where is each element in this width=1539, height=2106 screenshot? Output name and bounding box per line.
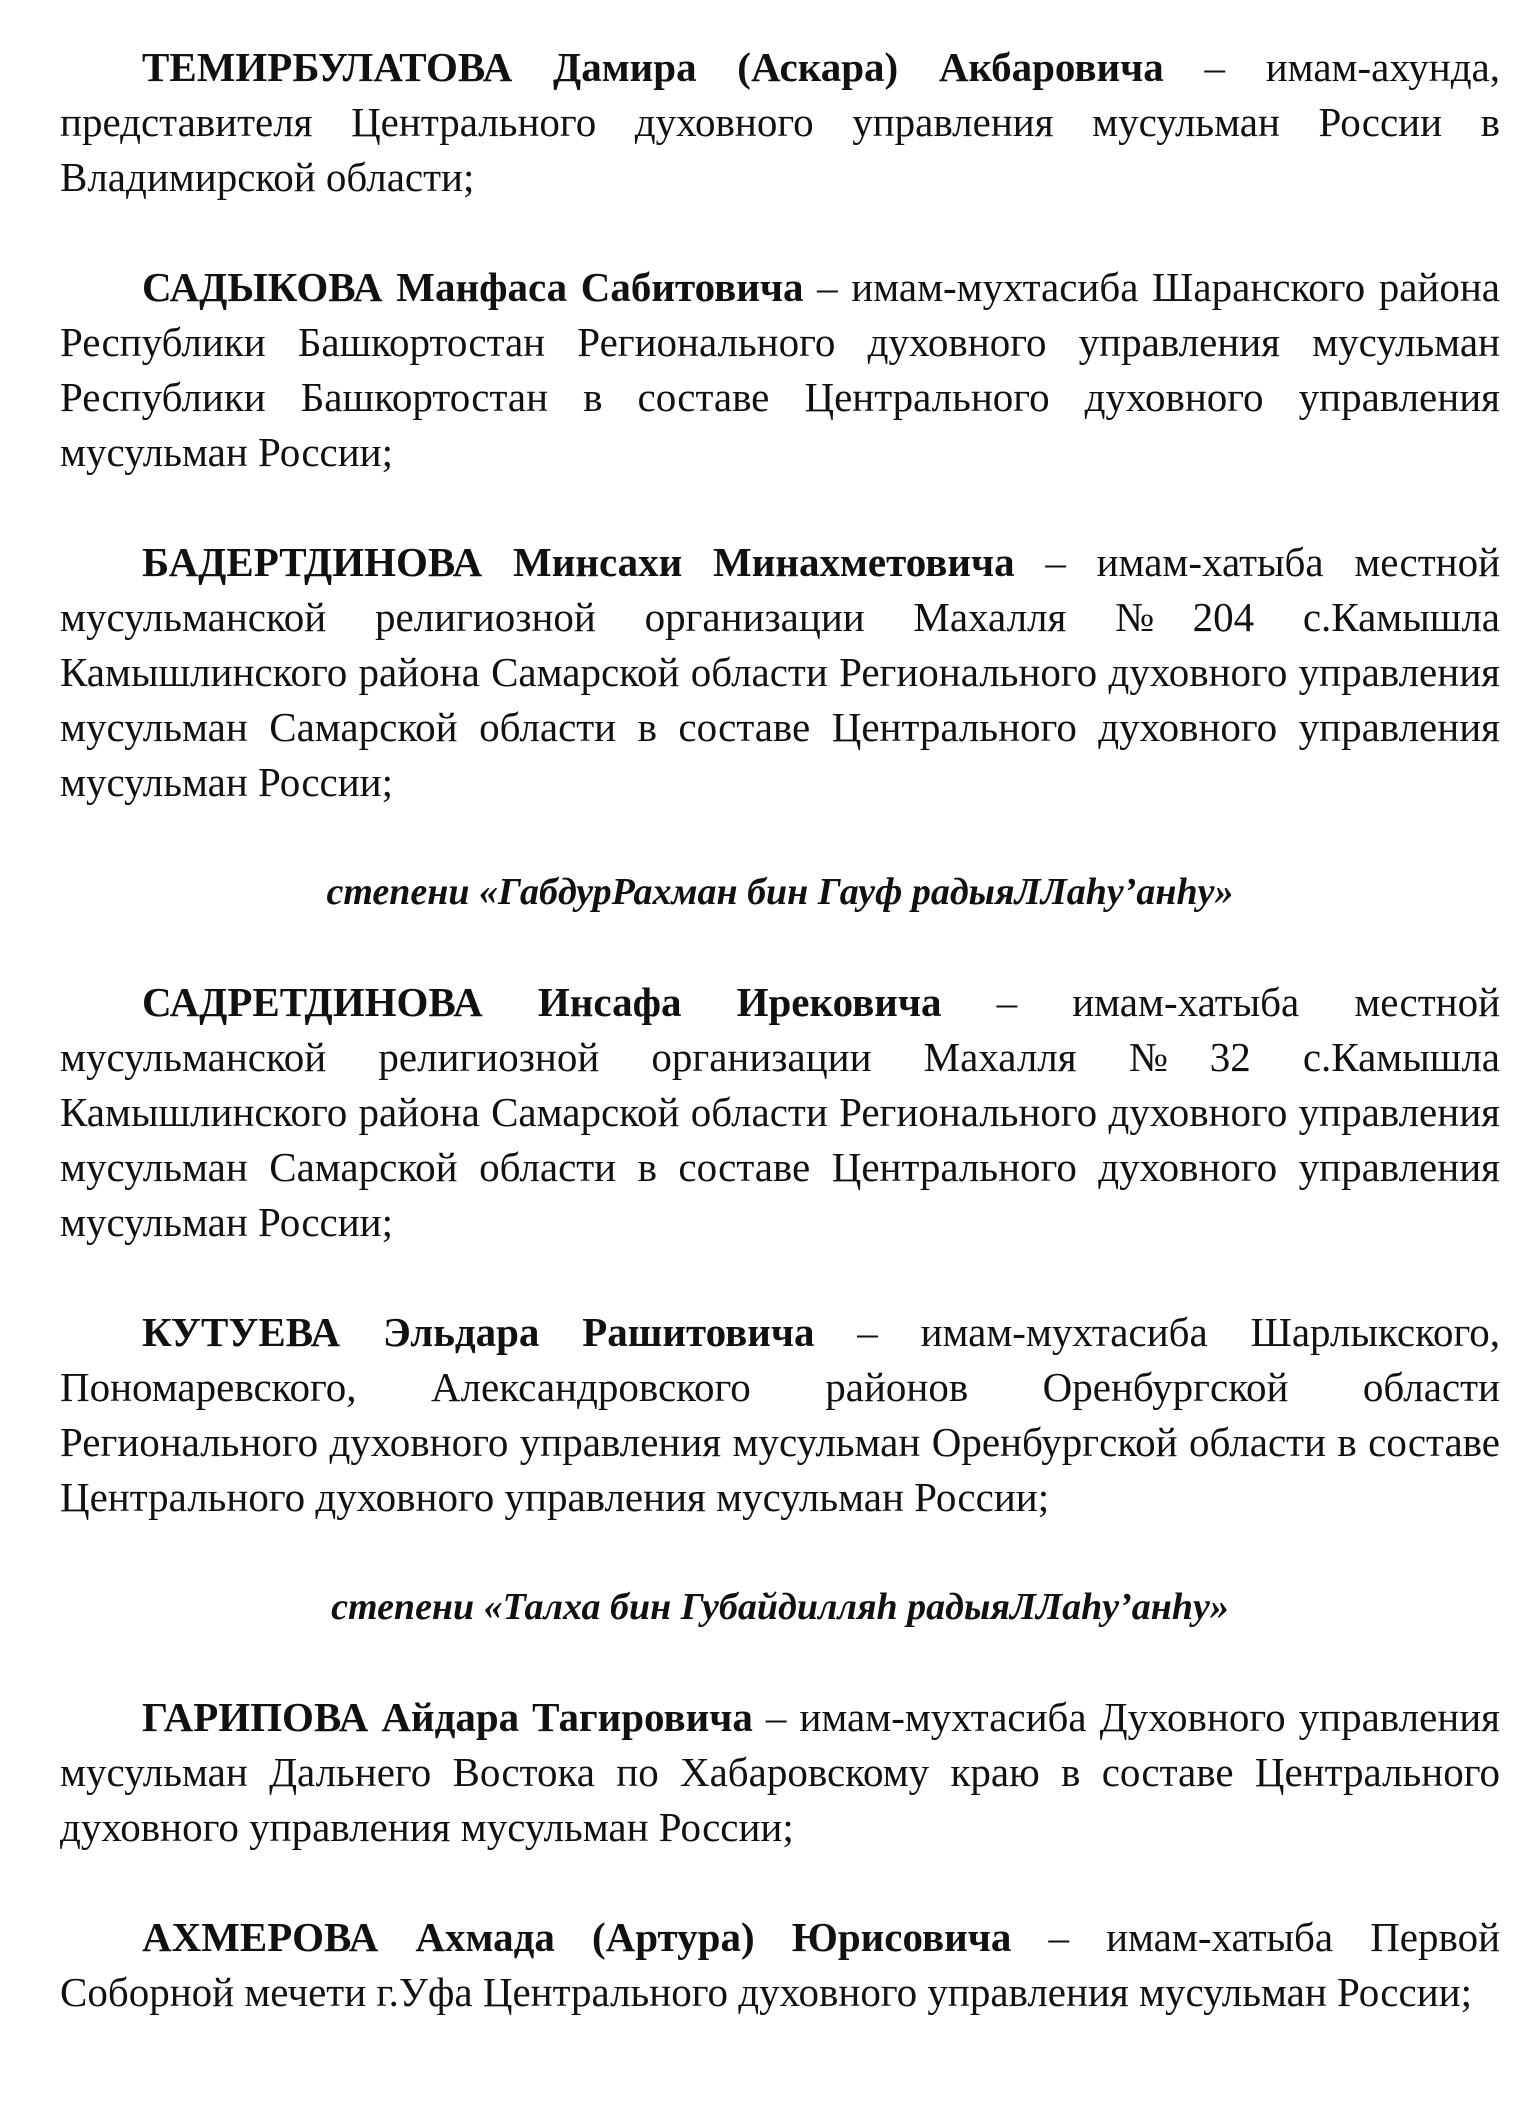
dash: – [1204,44,1225,90]
recipient-name: КУТУЕВА Эльдара Рашитовича [142,1309,815,1355]
award-entry [60,40,1500,205]
dash: – [817,264,838,310]
recipient-position: имам-хатыба местной мусульманской религиозной организации Махалля №32 с.Камышла Камышлинского района Самарской области Регионального духовного управления мусульман Самарской области в составе Центрального духовного управления мусульман России; [60,979,1501,1245]
award-entry [60,1305,1500,1525]
award-entry [60,975,1500,1250]
recipient-position: имам-хатыба местной мусульманской религиозной организации Махалля №204 с.Камышла Камышлинского района Самарской области Регионального духовного управления мусульман Самарской области в составе Центрального духовного управления мусульман России; [60,539,1501,805]
recipient-position: имам-мухтасиба Шарлыкского, Пономаревского, Александровского районов Оренбургской области Регионального духовного управления мусульман Оренбургской области в составе Центрального духовного управления мусульман России; [60,1309,1500,1520]
recipient-name: ГАРИПОВА Айдара Тагировича [142,1694,753,1740]
recipient-name: САДЫКОВА Манфаса Сабитовича [142,264,804,310]
award-degree-heading: степени «ГабдурРахман бин Гауф радыяЛЛаһу’анһу» [326,871,1234,913]
recipient-position: имам-хатыба Первой Соборной мечети г.Уфа Центрального духовного управления мусульман России; [60,1914,1501,2015]
recipient-name: БАДЕРТДИНОВА Минсахи Минахметовича [142,539,1015,585]
award-entry [60,1690,1500,1855]
dash: – [1045,539,1066,585]
award-entry [60,1910,1500,2020]
award-entry [60,535,1500,810]
recipient-position: имам-мухтасиба Шаранского района Республики Башкортостан Регионального духовного управления мусульман Республики Башкортостан в составе Центрального духовного управления мусульман России; [60,264,1500,475]
recipient-name: САДРЕТДИНОВА Инсафа Ирековича [142,979,942,1025]
recipient-name: АХМЕРОВА Ахмада (Артура) Юрисовича [142,1914,1012,1960]
recipient-position: имам-ахунда, представителя Центрального духовного управления мусульман России в Владимирской области; [60,44,1501,200]
award-entry [60,260,1500,480]
recipient-position: имам-мухтасиба Духовного управления мусульман Дальнего Востока по Хабаровскому краю в составе Центрального духовного управления мусульман России; [60,1694,1501,1850]
dash: – [1048,1914,1069,1960]
dash: – [857,1309,878,1355]
dash: – [996,979,1018,1025]
award-degree-heading: степени «Талха бин Губайдилляһ радыяЛЛаһу’анһу» [331,1586,1229,1628]
document-page [60,40,1500,2020]
recipient-name: ТЕМИРБУЛАТОВА Дамира (Аскара) Акбаровича [142,44,1164,90]
dash: – [765,1694,787,1740]
